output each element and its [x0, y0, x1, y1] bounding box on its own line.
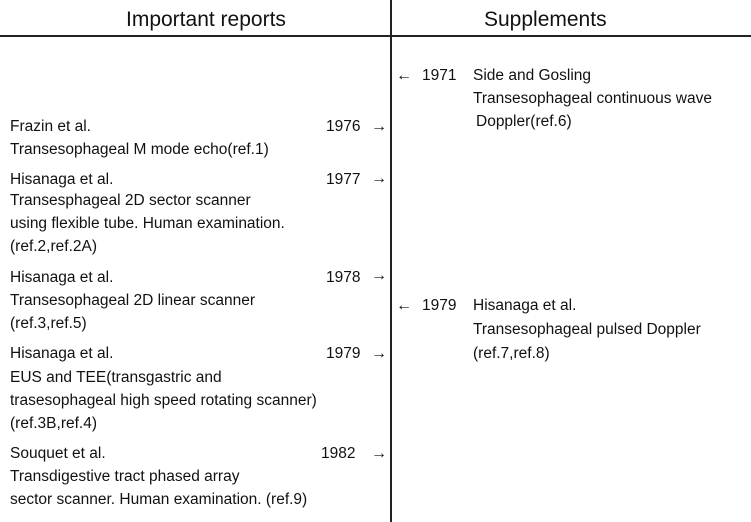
report-line: (ref.3B,ref.4): [10, 415, 97, 432]
header-supplements: Supplements: [484, 8, 607, 31]
report-year: 1979: [326, 345, 361, 362]
report-year: 1976: [326, 118, 361, 135]
arrow-right-icon: →: [371, 445, 387, 462]
arrow-right-icon: →: [371, 118, 387, 135]
report-line: using flexible tube. Human examination.: [10, 215, 285, 232]
arrow-left-icon: ←: [396, 67, 412, 84]
report-year: 1982: [321, 445, 356, 462]
report-author: Hisanaga et al.: [10, 269, 114, 286]
report-line: trasesophageal high speed rotating scanner): [10, 392, 317, 409]
report-line: (ref.3,ref.5): [10, 315, 87, 332]
supplement-line: Doppler(ref.6): [476, 113, 572, 130]
header-important-reports: Important reports: [126, 8, 286, 31]
report-line: (ref.2,ref.2A): [10, 238, 97, 255]
report-author: Souquet et al.: [10, 445, 106, 462]
supplement-year: 1979: [422, 297, 457, 314]
supplement-line: Transesophageal continuous wave: [473, 90, 712, 107]
report-line: EUS and TEE(transgastric and: [10, 369, 222, 386]
report-author: Hisanaga et al.: [10, 171, 114, 188]
report-line: Transesophageal 2D linear scanner: [10, 292, 255, 309]
supplement-line: Transesophageal pulsed Doppler: [473, 321, 701, 338]
report-line: Transdigestive tract phased array: [10, 468, 240, 485]
supplement-year: 1971: [422, 67, 457, 84]
supplement-line: (ref.7,ref.8): [473, 345, 550, 362]
report-year: 1977: [326, 171, 361, 188]
report-line: Transesphageal 2D sector scanner: [10, 192, 251, 209]
report-author: Frazin et al.: [10, 118, 91, 135]
report-author: Hisanaga et al.: [10, 345, 114, 362]
arrow-left-icon: ←: [396, 297, 412, 314]
report-line: sector scanner. Human examination. (ref.9): [10, 491, 308, 508]
horizontal-rule: [0, 35, 751, 37]
timeline-axis: [390, 0, 392, 522]
report-year: 1978: [326, 269, 361, 286]
arrow-right-icon: →: [371, 170, 387, 187]
report-line: Transesophageal M mode echo(ref.1): [10, 141, 269, 158]
supplement-line: Hisanaga et al.: [473, 297, 577, 314]
arrow-right-icon: →: [371, 267, 387, 284]
supplement-line: Side and Gosling: [473, 67, 592, 84]
arrow-right-icon: →: [371, 345, 387, 362]
